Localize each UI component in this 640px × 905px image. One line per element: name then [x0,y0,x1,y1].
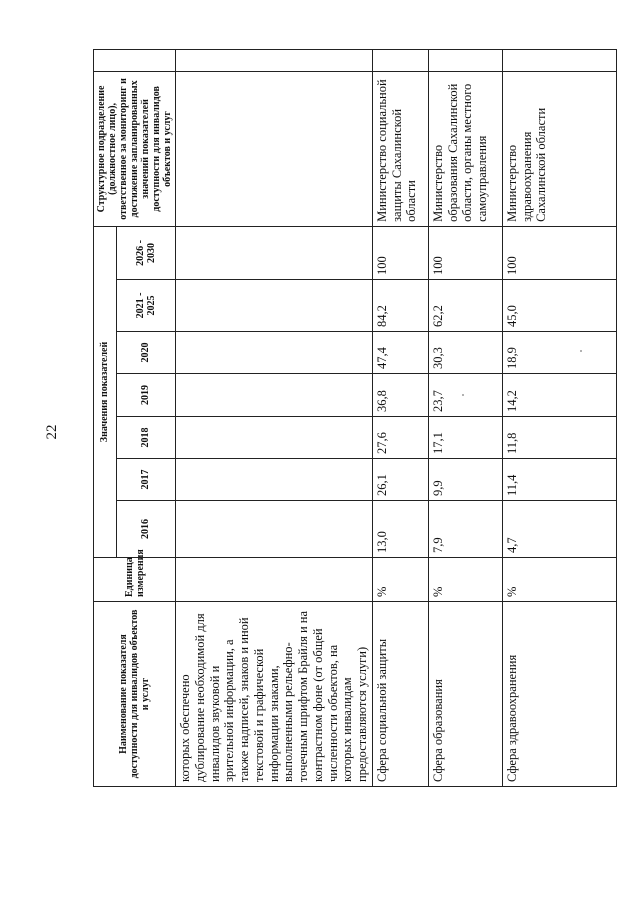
table-cell [502,49,616,71]
row-value: 11,8 [502,417,616,459]
row-value: 26,1 [372,459,428,501]
row-value: 100 [428,226,502,279]
row-value: 14,2 [502,374,616,417]
row-value: 36,8 [372,374,428,417]
row-value: 17,1 [428,417,502,459]
row-value: 30,3 [428,332,502,374]
table-cell [176,558,373,602]
table-cell [176,332,373,374]
row-value: 100 [372,226,428,279]
table-row [372,49,428,786]
header-empty-column [94,49,176,71]
table-cell [176,71,373,226]
row-unit: % [428,558,502,602]
page-number: 22 [44,424,60,440]
table-cell [372,49,428,71]
table-cell [428,49,502,71]
indicators-table [93,49,617,787]
row-indicator: Сфера социальной защиты [372,602,428,787]
indicators-table-rotated [93,50,588,787]
row-indicator: Сфера образования [428,602,502,787]
row-value: 47,4 [372,332,428,374]
header-values-group: Значения показателей [94,226,117,557]
table-cell [176,374,373,417]
row-value: 4,7 [502,501,616,558]
row-responsible: Министерство образования Сахалинской области, органы местного самоуправления [428,71,502,226]
table-row [502,49,616,786]
table-cell [176,280,373,332]
row-unit: % [502,558,616,602]
row-responsible: Министерство социальной защиты Сахалинской области [372,71,428,226]
header-unit: Единица измерения [94,558,176,602]
continuation-indicator: которых обеспечено дублирование необходимой для инвалидов звуковой и зрительной информации, а также надписей, знаков и иной текстовой и графической информации знаками, выполненными рельефно-точечным шрифтом Брайля и на контрастном фоне (от общей численности объектов, на которых инвалидам предоставляются услуги) [176,602,373,787]
table-cell [176,459,373,501]
header-indicator: Наименование показателя доступности для инвалидов объектов и услуг [94,602,176,787]
table-cell [176,501,373,558]
table-cell [176,226,373,279]
row-value: 84,2 [372,280,428,332]
header-year: 2021 - 2025 [116,280,175,332]
row-value: 18,9 [502,332,616,374]
row-value: 13,0 [372,501,428,558]
continuation-row [176,49,373,786]
header-row [94,49,117,786]
row-value: 100 [502,226,616,279]
scan-speck [580,350,582,352]
row-value: 11,4 [502,459,616,501]
header-year: 2017 [116,459,175,501]
row-value: 7,9 [428,501,502,558]
table-cell [176,49,373,71]
scan-speck [462,394,464,396]
header-year: 2018 [116,417,175,459]
header-responsible: Структурное подразделение (должностное лицо), ответственное за мониторинг и достижение запланированных значений показателей доступности для инвалидов объектов и услуг [94,71,176,226]
row-value: 62,2 [428,280,502,332]
header-year: 2020 [116,332,175,374]
row-value: 23,7 [428,374,502,417]
table-row [428,49,502,786]
row-value: 27,6 [372,417,428,459]
row-value: 9,9 [428,459,502,501]
row-value: 45,0 [502,280,616,332]
header-year: 2019 [116,374,175,417]
table-cell [176,417,373,459]
row-responsible: Министерство здравоохранения Сахалинской области [502,71,616,226]
row-indicator: Сфера здравоохранения [502,602,616,787]
header-year: 2026 - 2030 [116,226,175,279]
header-year: 2016 [116,501,175,558]
row-unit: % [372,558,428,602]
